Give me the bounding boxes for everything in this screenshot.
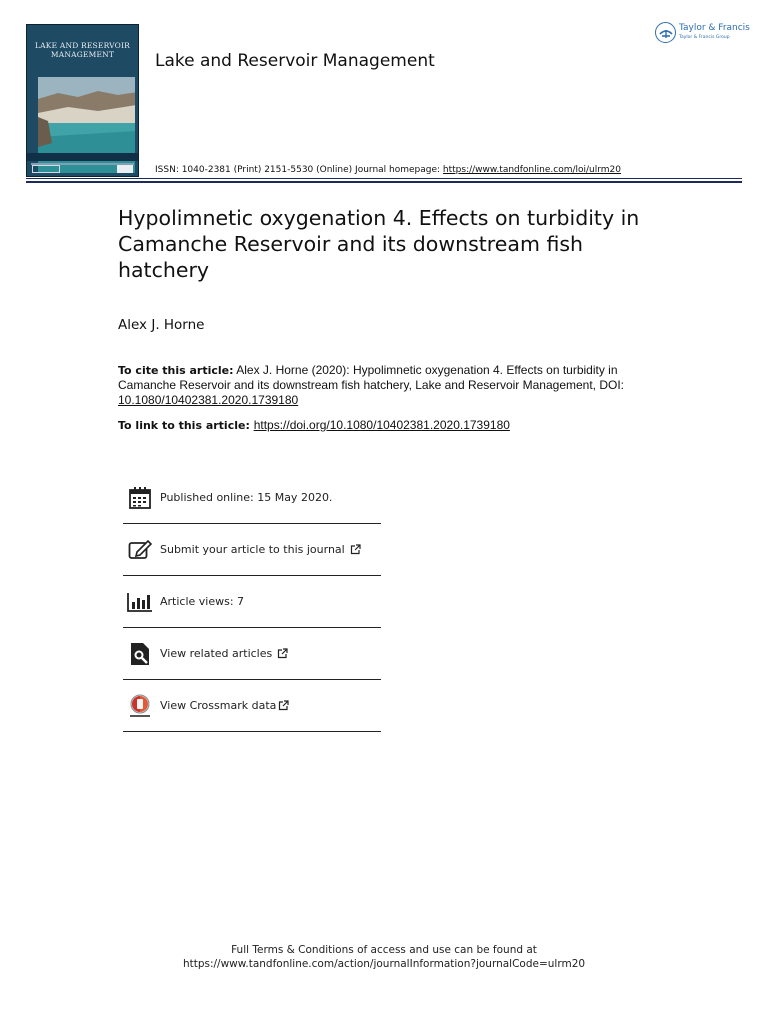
article-doi-link[interactable]: https://doi.org/10.1080/10402381.2020.1739180 bbox=[253, 418, 510, 432]
article-author: Alex J. Horne bbox=[118, 317, 205, 333]
taylor-francis-logo-icon bbox=[655, 22, 676, 43]
article-title: Hypolimnetic oxygenation 4. Effects on turbidity in Camanche Reservoir and its downstream fish hatchery bbox=[118, 206, 640, 282]
calendar-icon bbox=[127, 485, 153, 511]
external-link-icon bbox=[277, 644, 288, 663]
crossmark-icon bbox=[127, 693, 153, 719]
journal-cover-image bbox=[26, 24, 139, 177]
journal-name: Lake and Reservoir Management bbox=[155, 51, 435, 71]
article-info-list bbox=[123, 472, 381, 732]
external-link-icon bbox=[350, 540, 361, 559]
article-views-row bbox=[123, 576, 381, 628]
related-articles-row[interactable] bbox=[123, 628, 381, 680]
cite-label: To cite this article: bbox=[118, 364, 234, 377]
publisher-logo[interactable] bbox=[655, 22, 750, 43]
cover-title bbox=[27, 41, 138, 59]
article-link-line bbox=[118, 418, 510, 432]
crossmark-row[interactable] bbox=[123, 680, 381, 732]
terms-footer bbox=[0, 943, 768, 971]
published-online-label: Published online: 15 May 2020. bbox=[160, 491, 333, 504]
cover-stripe bbox=[27, 153, 138, 161]
publisher-logo-name: Taylor & Francis bbox=[679, 22, 750, 33]
terms-url[interactable]: https://www.tandfonline.com/action/journalInformation?journalCode=ulrm20 bbox=[182, 958, 586, 970]
submit-article-row[interactable] bbox=[123, 524, 381, 576]
publisher-logo-sub: Taylor & Francis Group bbox=[679, 34, 730, 40]
cite-doi-link[interactable]: 10.1080/10402381.2020.1739180 bbox=[118, 393, 299, 407]
citation-block bbox=[118, 363, 643, 408]
header-rule-thin bbox=[26, 178, 742, 179]
bar-chart-icon bbox=[127, 589, 153, 615]
article-views-label: Article views: 7 bbox=[160, 595, 245, 608]
issn-line bbox=[155, 165, 621, 175]
issn-text: ISSN: 1040-2381 (Print) 2151-5530 (Online) Journal homepage: bbox=[155, 165, 443, 175]
crossmark-link[interactable]: View Crossmark data bbox=[160, 699, 277, 712]
link-label: To link to this article: bbox=[118, 419, 254, 432]
submit-edit-icon bbox=[127, 537, 153, 563]
cover-title-line1: LAKE AND RESERVOIR bbox=[35, 41, 130, 50]
terms-line: Full Terms & Conditions of access and use can be found at bbox=[231, 944, 537, 956]
cover-society-mark bbox=[117, 165, 133, 173]
header-rule-thick bbox=[26, 181, 742, 183]
cover-publisher-mark bbox=[32, 165, 60, 173]
related-articles-link[interactable]: View related articles bbox=[160, 647, 273, 660]
journal-homepage-link[interactable]: https://www.tandfonline.com/loi/ulrm20 bbox=[442, 165, 622, 175]
cover-title-line2: MANAGEMENT bbox=[50, 50, 115, 59]
submit-article-link[interactable]: Submit your article to this journal bbox=[160, 543, 345, 556]
external-link-icon bbox=[278, 696, 289, 715]
cite-text: Alex J. Horne (2020): Hypolimnetic oxygenation 4. Effects on turbidity in Camanche Reservoir and its downstream fish hatchery, Lake and Reservoir Management, DOI: bbox=[118, 363, 625, 392]
search-document-icon bbox=[127, 641, 153, 667]
published-online-row bbox=[123, 472, 381, 524]
